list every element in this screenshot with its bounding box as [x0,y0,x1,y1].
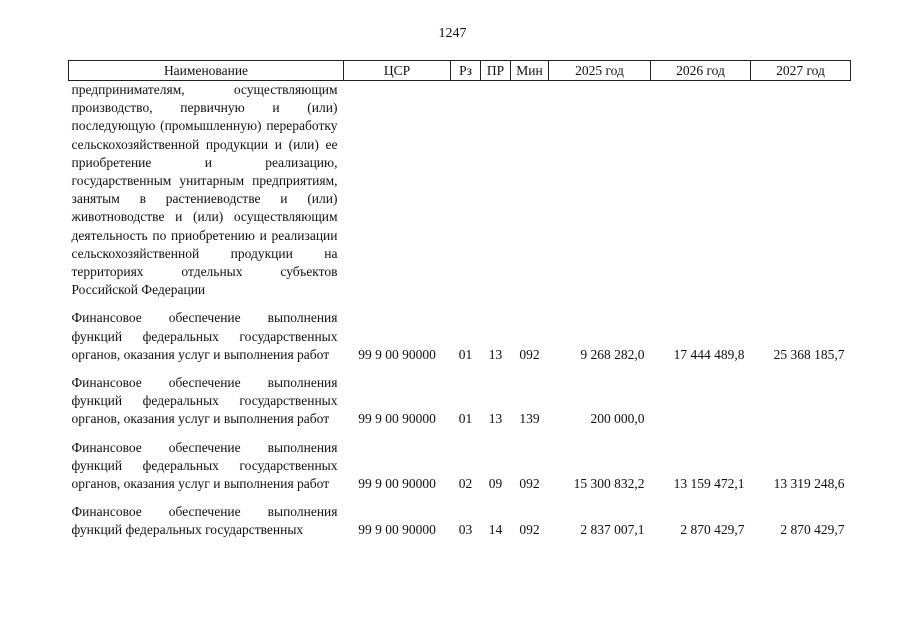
row-min: 092 [519,476,540,492]
row-rz: 03 [458,522,473,538]
header-2027: 2027 год [751,61,851,81]
row-csr: 99 9 00 90000 [358,411,436,427]
row-2027: 25 368 185,7 [773,346,845,362]
row-2026: 17 444 489,8 [673,346,745,362]
row-min: 092 [519,346,540,362]
row-2026 [651,81,751,300]
row-2025: 2 837 007,1 [580,522,645,538]
budget-table [68,60,851,540]
row-spacer [69,429,851,439]
row-2025: 15 300 832,2 [573,476,645,492]
row-2026: 13 159 472,1 [673,476,745,492]
row-name: Финансовое обеспечение выполнения функций федеральных государственных органов, оказания услуг и выполнения работ [71,375,338,427]
table-row [69,374,851,429]
table-row [69,81,851,300]
row-name: Финансовое обеспечение выполнения функций федеральных государственных органов, оказания услуг и выполнения работ [71,439,338,492]
header-min: Мин [511,61,549,81]
row-min: 139 [519,411,540,427]
table-row [69,503,851,539]
row-2025: 200 000,0 [590,411,645,427]
row-csr [344,81,451,300]
table-row [69,439,851,494]
row-spacer [69,493,851,503]
row-spacer [69,364,851,374]
header-2025: 2025 год [549,61,651,81]
row-rz: 01 [458,346,473,362]
row-min: 092 [519,522,540,538]
row-pr [481,81,511,300]
row-pr: 13 [488,411,503,427]
row-2026: 2 870 429,7 [680,522,745,538]
row-pr: 14 [488,522,503,538]
row-spacer [69,299,851,309]
header-name: Наименование [69,61,344,81]
row-rz [451,81,481,300]
row-name: Финансовое обеспечение выполнения функций федеральных государственных [71,504,338,538]
row-2026 [651,374,751,429]
row-2027 [751,81,851,300]
row-rz: 02 [458,476,473,492]
table-row [69,309,851,364]
row-min [511,81,549,300]
header-pr: ПР [481,61,511,81]
row-2025 [549,81,651,300]
row-csr: 99 9 00 90000 [358,346,436,362]
header-2026: 2026 год [651,61,751,81]
row-2025: 9 268 282,0 [580,346,645,362]
row-name: предпринимателям, осуществляющим производство, первичную и (или) последующую (промышленную) переработку сельскохозяйственной продукции и (или) ее приобретение и реализацию, государственным унитарным предприятиям, занятым в растениеводстве и (или) животноводстве и (или) осуществляющим деятельность по приобретению и реализации сельскохозяйственной продукции на территориях отдельных субъектов Российской Федерации [71,82,338,298]
row-2027 [751,374,851,429]
row-2027: 2 870 429,7 [780,522,845,538]
row-pr: 09 [488,476,503,492]
header-rz: Рз [451,61,481,81]
page-number: 1247 [438,26,467,41]
row-csr: 99 9 00 90000 [358,476,436,492]
row-rz: 01 [458,411,473,427]
row-csr: 99 9 00 90000 [358,522,436,538]
table-header-row [69,61,851,81]
row-2027: 13 319 248,6 [773,476,845,492]
header-csr: ЦСР [344,61,451,81]
row-pr: 13 [488,346,503,362]
row-name: Финансовое обеспечение выполнения функций федеральных государственных органов, оказания услуг и выполнения работ [71,310,338,362]
